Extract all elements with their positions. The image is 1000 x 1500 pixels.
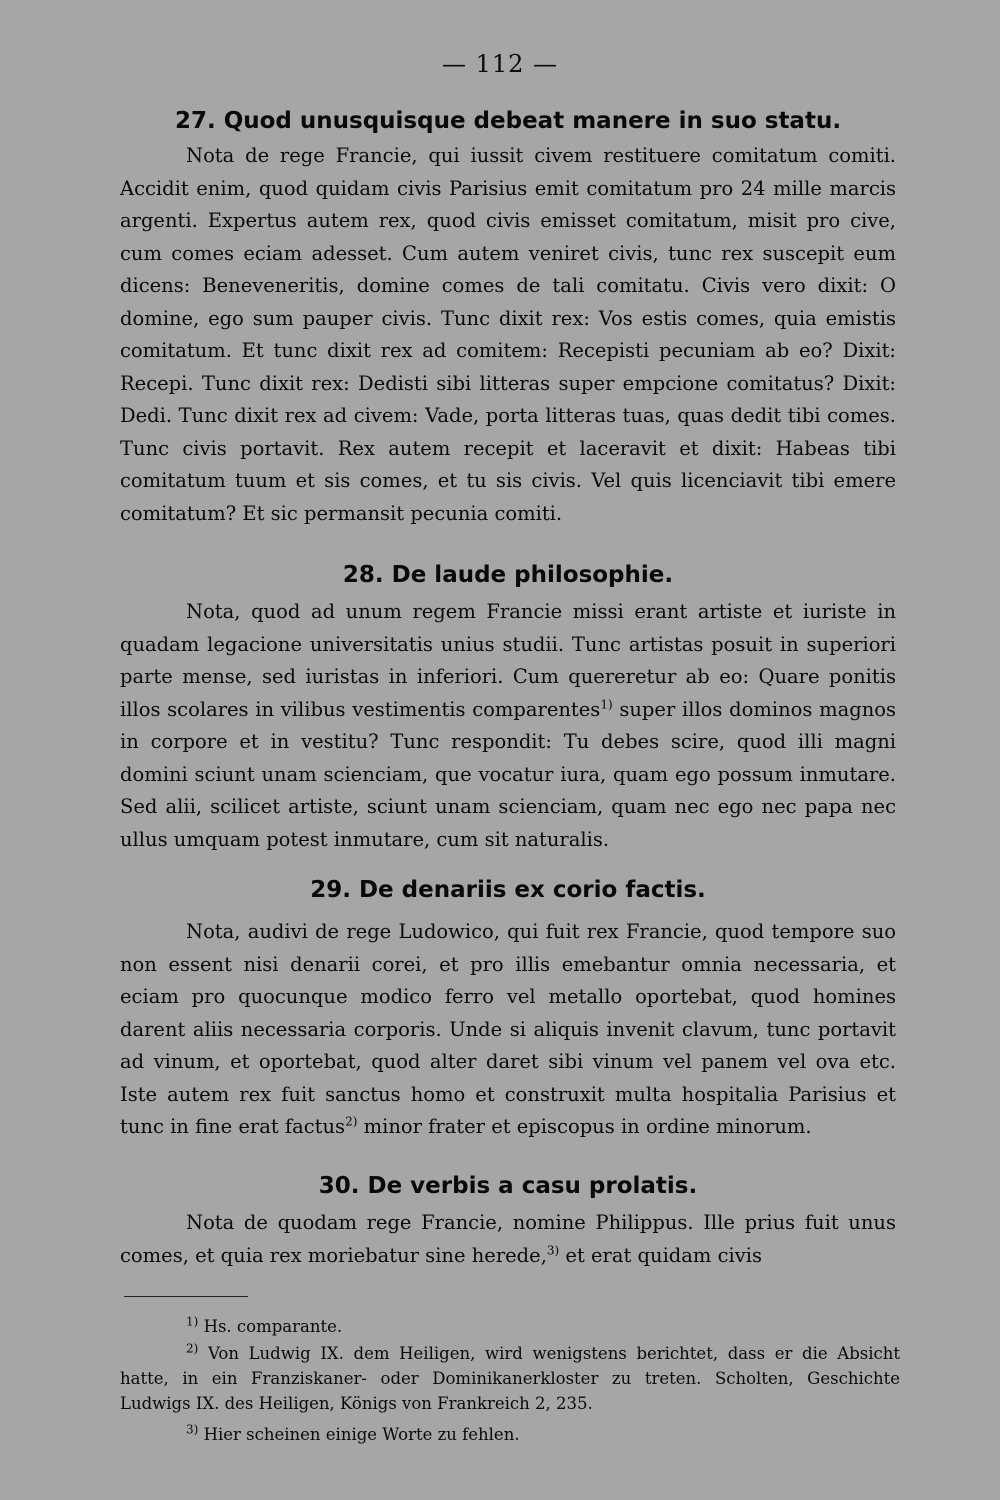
page-number: — 112 — [441,50,559,78]
footnote-1 [120,1314,900,1339]
section-28-text-part-2: super illos dominos magnos in corpore et in vestitu? Tunc respondit: Tu debes scire, quod illi magni domini sciunt unam scienciam, que vocatur iura, quam ego possum inmutare. Sed alii, scilicet artiste, sciunt unam scienciam, quam nec ego nec papa nec ullus umquam potest inmutare, cum sit naturalis. [120,697,896,851]
section-28-text-part-1: Nota, quod ad unum regem Francie missi erant artiste et iuriste in quadam legacione universitatis unius studii. Tunc artistas posuit in superiori parte mense, sed iuristas in inferiori. Cum quereretur ab eo: Quare ponitis illos scolares in vilibus vestimentis comparentes [120,600,896,721]
footnote-ref-2: 2) [345,1114,358,1129]
footnote-3 [120,1422,900,1447]
footnote-1-text: Hs. comparante. [198,1317,343,1336]
section-30-heading: 30. De verbis a casu prolatis. [318,1173,698,1199]
footnote-2 [120,1341,900,1416]
section-29-text [120,916,896,1144]
footnote-ref-1: 1) [600,697,613,711]
section-30-text [120,1207,896,1272]
section-27-text: Nota de rege Francie, qui iussit civem restituere comitatum comiti. Accidit enim, quod quidam civis Parisius emit comitatum pro 24 mille marcis argenti. Expertus autem rex, quod civis emisset comitatum, misit pro cive, cum comes eciam adesset. Cum autem veniret civis, tunc rex suscepit eum dicens: Beneveneritis, domine comes de tali comitatu. Civis vero dixit: O domine, ego sum pauper civis. Tunc dixit rex: Vos estis comes, quia emistis comitatum. Et tunc dixit rex ad comitem: Recepisti pecuniam ab eo? Dixit: Recepi. Tunc dixit rex: Dedisti sibi litteras super empcione comitatus? Dixit: Dedi. Tunc dixit rex ad civem: Vade, porta litteras tuas, quas dedit tibi comes. Tunc civis portavit. Rex autem recepit et laceravit et dixit: Habeas tibi comitatum tuum et sis comes, et tu sis civis. Vel quis licenciavit tibi emere comitatum? Et sic permansit pecunia comiti. [120,144,896,525]
footnote-2-text: Von Ludwig IX. dem Heiligen, wird wenigstens berichtet, dass er die Absicht hatte, in ein Franziskaner- oder Dominikanerkloster zu treten. Scholten, Geschichte Ludwigs IX. des Heiligen, Königs von Frankreich 2, 235. [120,1344,900,1413]
section-28-heading: 28. De laude philosophie. [342,562,674,588]
section-29-text-part-1: Nota, audivi de rege Ludowico, qui fuit rex Francie, quod tempore suo non essent nisi denarii corei, et pro illis emebantur omnia necessaria, et eciam pro quocunque modico ferro vel metallo oportebat, quod homines darent aliis necessaria corporis. Unde si aliquis invenit clavum, tunc portavit ad vinum, et oportebat, quod alter daret sibi vinum vel panem vel ova etc. Iste autem rex fuit sanctus homo et construxit multa hospitalia Parisius et tunc in fine erat factus [120,920,896,1138]
footnote-2-mark: 2) [186,1341,199,1356]
footnote-3-mark: 3) [186,1422,199,1437]
section-29-heading: 29. De denariis ex corio factis. [310,877,706,903]
section-30-text-part-2: et erat quidam civis [559,1243,763,1267]
footnote-3-text: Hier scheinen einige Worte zu fehlen. [198,1425,520,1444]
section-27-heading: 27. Quod unusquisque debeat manere in suo statu. [174,108,842,134]
footnote-ref-3: 3) [546,1243,560,1257]
section-28-text [120,596,896,856]
footnote-1-mark: 1) [186,1314,199,1329]
section-29-text-part-2: minor frater et episcopus in ordine minorum. [357,1115,812,1138]
section-30-text-part-1: Nota de quodam rege Francie, nomine Philippus. Ille prius fuit unus comes, et quia rex moriebatur sine herede, [120,1211,896,1267]
footnote-separator [124,1296,248,1297]
